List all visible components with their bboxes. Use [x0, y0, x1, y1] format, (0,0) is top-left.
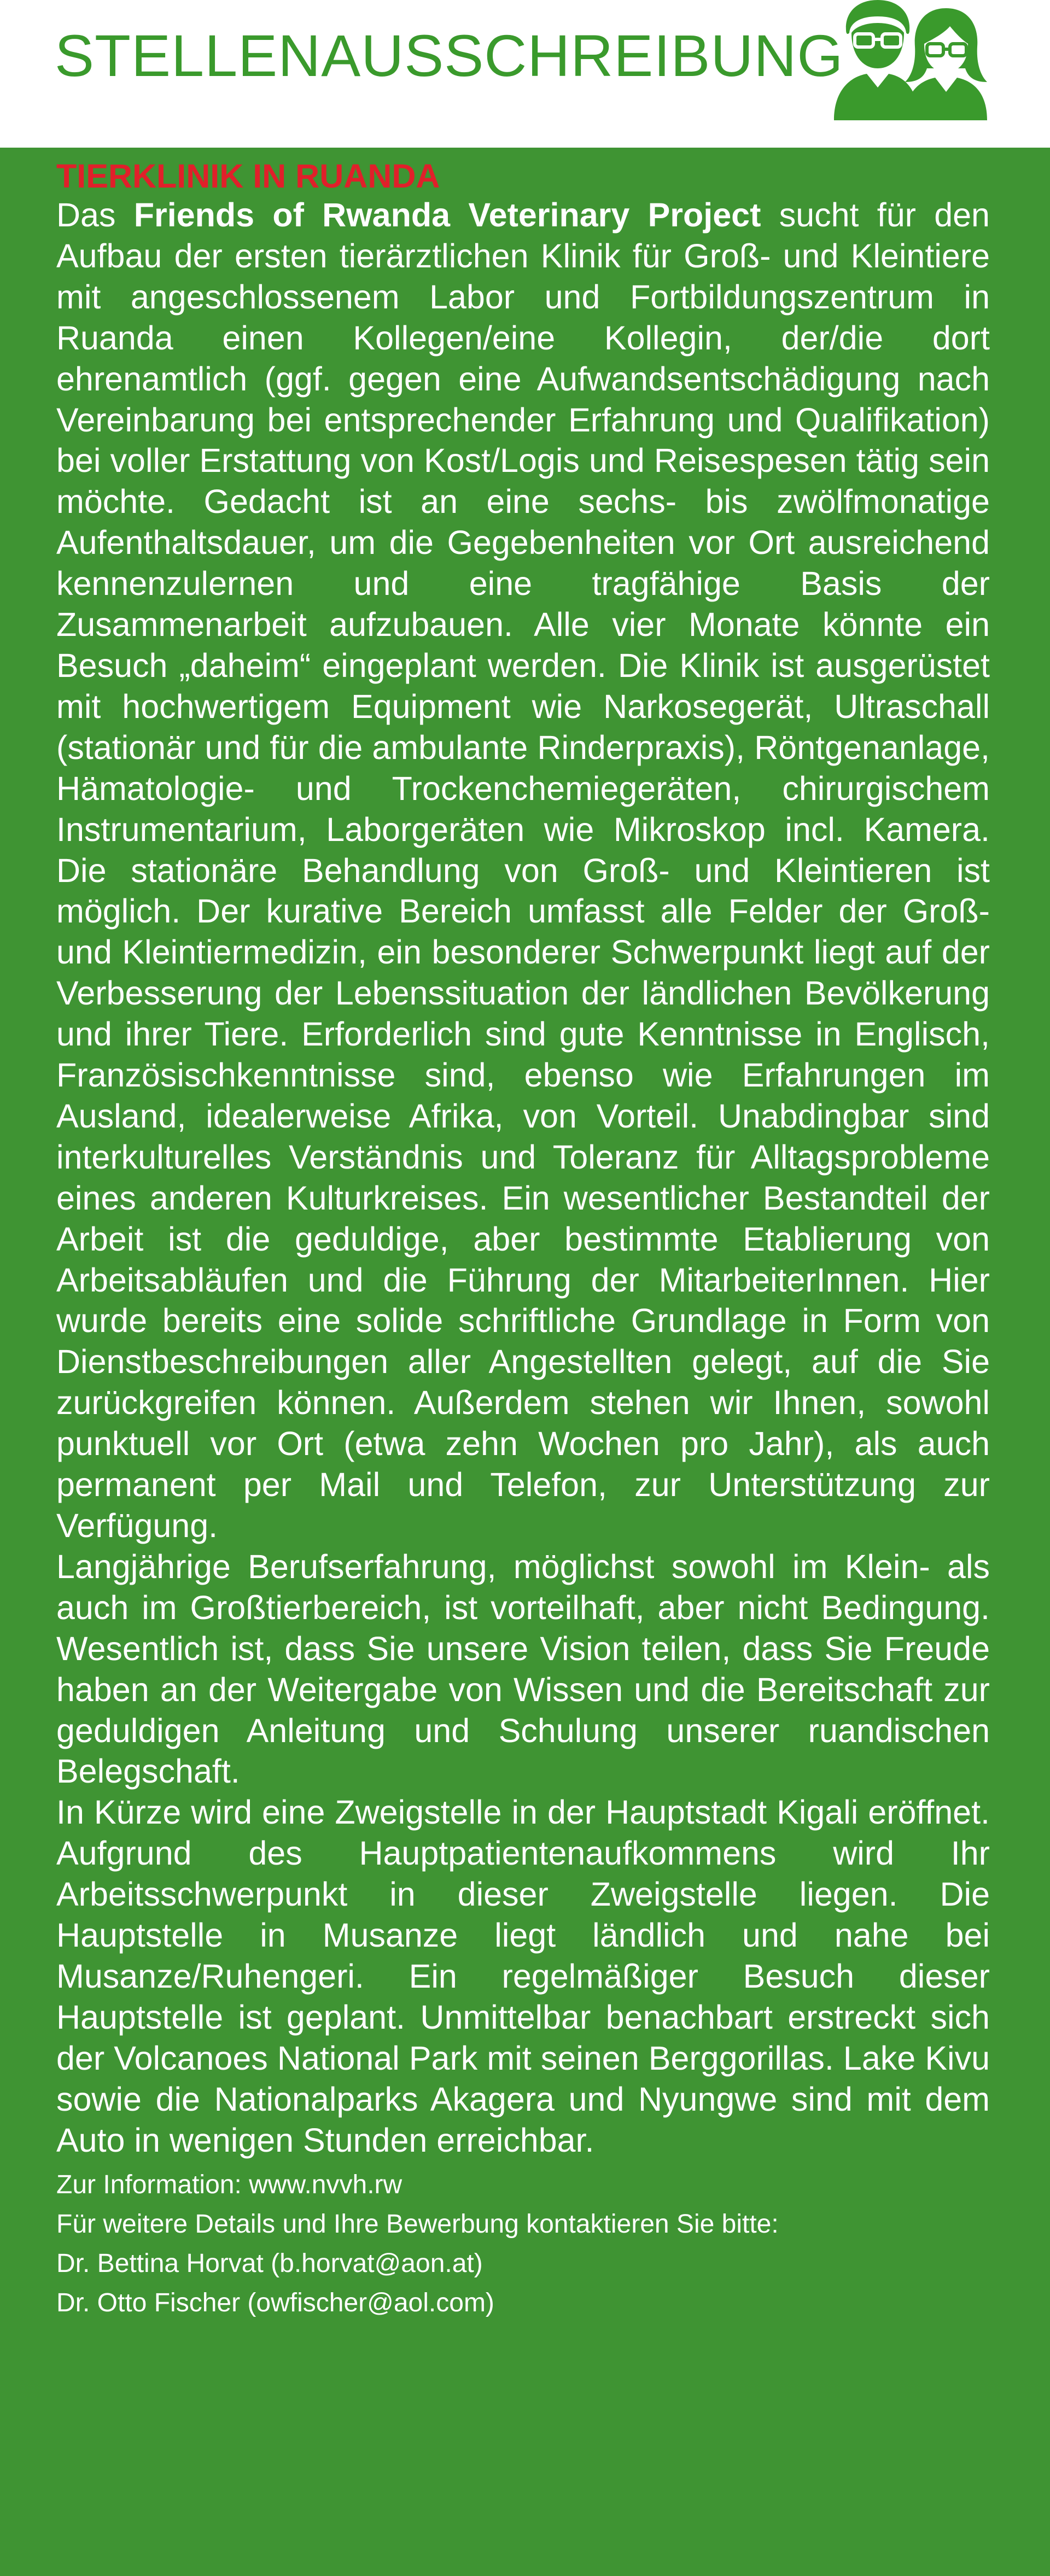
contact-person-2: Dr. Otto Fischer (owfischer@aol.com): [56, 2288, 494, 2317]
description-paragraph-3: In Kürze wird eine Zweigstelle in der Hauptstadt Kigali eröffnet. Aufgrund des Hauptpatientenaufkommens wird Ihr Arbeitsschwerpunkt in dieser Zweigstelle liegen. Die Hauptstelle in Musanze liegt ländlich und nahe bei Musanze/Ruhengeri. Ein regelmäßiger Besuch dieser Hauptstelle ist geplant. Unmittelbar benachbart erstreckt sich der Volcanoes National Park mit seinen Berggorillas. Lake Kivu sowie die Nationalparks Akagera und Nyungwe sind mit dem Auto in wenigen Stunden erreichbar.: [56, 1794, 990, 2159]
people-icon: [823, 0, 995, 120]
contact-prompt: Für weitere Details und Ihre Bewerbung kontaktieren Sie bitte:: [56, 2209, 779, 2239]
intro-after: sucht für den Aufbau der ersten tierärztlichen Klinik für Groß- und Kleintiere mit angeschlossenem Labor und Fortbildungszentrum in Ruanda einen Kollegen/eine Kollegin, der/die dort ehrenamtlich (ggf. gegen eine Aufwandsentschädigung nach Vereinbarung bei entsprechender Erfahrung und Qualifikation) bei voller Erstattung von Kost/Logis und Reisespesen tätig sein möchte. Gedacht ist an eine sechs- bis zwölfmonatige Aufenthaltsdauer, um die Gegebenheiten vor Ort ausreichend kennenzulernen und eine tragfähige Basis der Zusammenarbeit aufzubauen. Alle vier Monate könnte ein Besuch „daheim“ eingeplant werden. Die Klinik ist ausgerüstet mit hochwertigem Equipment wie Narkosegerät, Ultraschall (stationär und für die ambulante Rinderpraxis), Röntgenanlage, Hämatologie- und Trockenchemiegeräten, chirurgischem Instrumentarium, Laborgeräten wie Mikroskop incl. Kamera. Die stationäre Behandlung von Groß- und Kleintieren ist möglich. Der kurative Bereich umfasst alle Felder der Groß- und Kleintiermedizin, ein besonderer Schwerpunkt liegt auf der Verbesserung der Lebenssituation der ländlichen Bevölkerung und ihrer Tiere. Erforderlich sind gute Kenntnisse in Englisch, Französischkenntnisse sind, ebenso wie Erfahrungen im Ausland, idealerweise Afrika, von Vorteil. Unabdingbar sind interkulturelles Verständnis und Toleranz für Alltagsprobleme eines anderen Kulturkreises. Ein wesentlicher Bestandteil der Arbeit ist die geduldige, aber bestimmte Etablierung von Arbeitsabläufen und die Führung der MitarbeiterInnen. Hier wurde bereits eine solide schriftliche Grundlage in Form von Dienstbeschreibungen aller Angestellten gelegt, auf die Sie zurückgreifen können. Außerdem stehen wir Ihnen, sowohl punktuell vor Ort (etwa zehn Wochen pro Jahr), als auch permanent per Mail und Telefon, zur Unterstützung zur Verfügung.: [56, 196, 990, 1544]
intro-before: Das: [56, 196, 134, 233]
contact-person-1: Dr. Bettina Horvat (b.horvat@aon.at): [56, 2248, 483, 2278]
page-title: STELLENAUSSCHREIBUNG: [55, 22, 844, 89]
description-paragraph-2: Langjährige Berufserfahrung, möglichst sowohl im Klein- als auch im Großtierbereich, ist vorteilhaft, aber nicht Bedingung. Wesentlich ist, dass Sie unsere Vision teilen, dass Sie Freude haben an der Weitergabe von Wissen und die Bereitschaft zur geduldigen Anleitung und Schulung unserer ruandischen Belegschaft.: [56, 1547, 990, 1790]
organization-name: Friends of Rwanda Veterinary Project: [133, 196, 761, 233]
clinic-heading: TIERKLINIK IN RUANDA: [56, 157, 440, 195]
header: [0, 0, 1050, 148]
job-posting-panel: [0, 148, 1050, 2576]
info-website: Zur Information: www.nvvh.rw: [56, 2170, 402, 2199]
description-paragraph-1: [56, 195, 990, 1546]
contact-block: [56, 2165, 990, 2323]
